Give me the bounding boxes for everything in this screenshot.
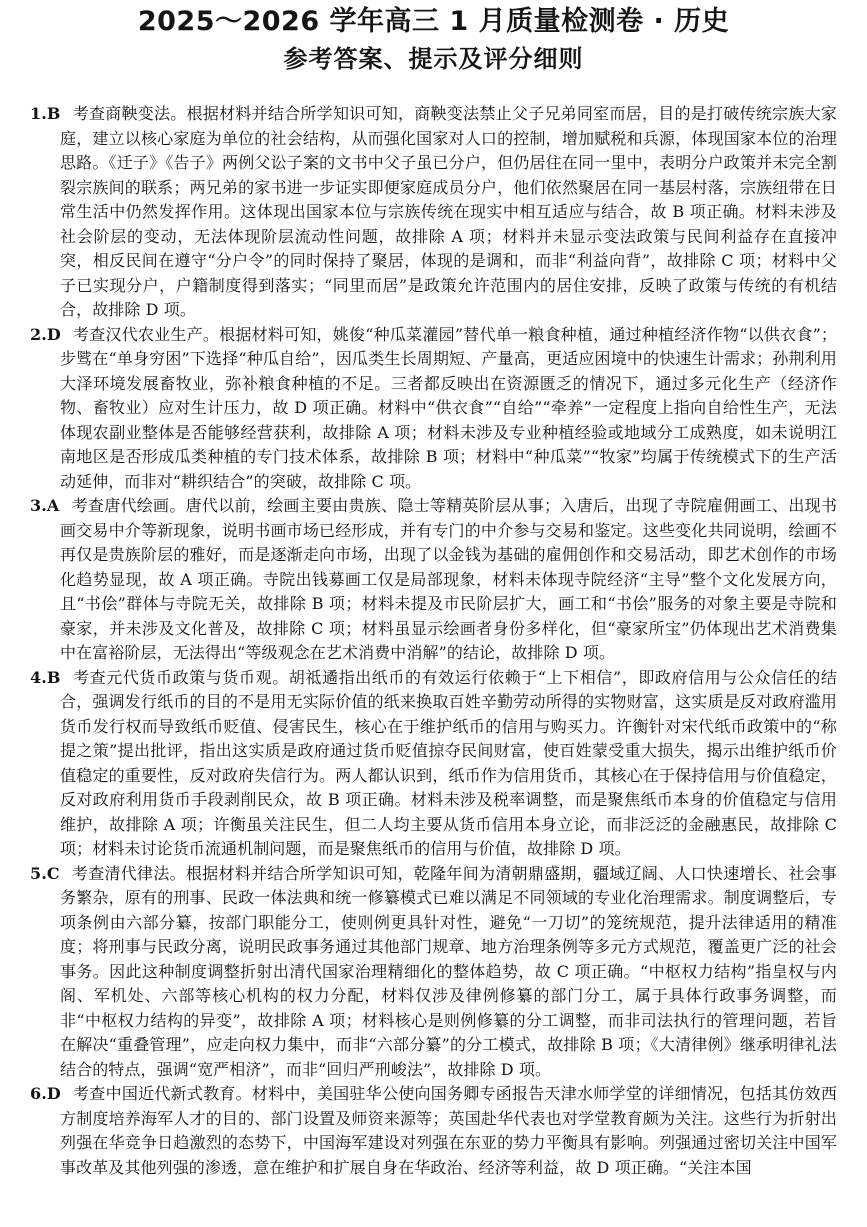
answer-explanation: 考查元代货币政策与货币观。胡祗遹指出纸币的有效运行依赖于“上下相信”，即政府信用与公众信任的结合，强调发行纸币的目的不是用无实际价值的纸来换取百姓辛勤劳动所得的实物财富，这实质是反对政府滥用货币发行权而导致纸币贬值、侵害民生，核心在于维护纸币的信用与购买力。许衡针对宋代纸币政策中的“称提之策”提出批评，指出这实质是政府通过货币贬值掠夺民间财富，使百姓蒙受重大损失，揭示出维护纸币价值稳定的重要性，反对政府失信行为。两人都认识到，纸币作为信用货币，其核心在于保持信用与价值稳定，反对政府利用货币手段剥削民众，故 B 项正确。材料未涉及税率调整，而是聚焦纸币本身的价值稳定与信用维护，故排除 A 项；许衡虽关注民生，但二人均主要从货币信用本身立论，而非泛泛的金融惠民，故排除 C 项；材料未讨论货币流通机制问题，而是聚焦纸币的信用与价值，故排除 D 项。	[60, 667, 837, 858]
answer-explanation: 考查中国近代新式教育。材料中，美国驻华公使向国务卿专函报告天津水师学堂的详细情况，包括其仿效西方制度培养海军人才的目的、部门设置及师资来源等；英国赴华代表也对学堂教育颇为关注。这些行为折射出列强在华竞争日趋激烈的态势下，中国海军建设对列强在东亚的势力平衡具有影响。列强通过密切关注中国军事改革及其他列强的渗透，意在维护和扩展自身在华政治、经济等利益，故 D 项正确。“关注本国	[60, 1084, 837, 1177]
answer-item-4	[30, 666, 837, 862]
answer-explanation: 考查商鞅变法。根据材料并结合所学知识可知，商鞅变法禁止父子兄弟同室而居，目的是打破传统宗族大家庭，建立以核心家庭为单位的社会结构，从而强化国家对人口的控制，增加赋税和兵源，体现国家本位的治理思路。《迁子》《告子》两例父讼子案的文书中父子虽已分户，但仍居住在同一里中，表明分户政策并未完全割裂宗族间的联系；两兄弟的家书进一步证实即便家庭成员分户，他们依然聚居在同一基层村落，宗族纽带在日常生活中仍然发挥作用。这体现出国家本位与宗族传统在现实中相互适应与结合，故 B 项正确。材料未涉及社会阶层的变动，无法体现阶层流动性问题，故排除 A 项；材料并未显示变法政策与民间利益存在直接冲突，相反民间在遵守“分户令”的同时保持了聚居，体现的是调和，而非“利益向背”，故排除 C 项；材料中父子已实现分户，户籍制度得到落实；“同里而居”是政策允许范围内的居住安排，反映了政策与传统的有机结合，故排除 D 项。	[60, 104, 837, 319]
answer-key: A	[46, 496, 60, 515]
question-number: 1.	[30, 104, 47, 123]
question-number: 6.	[30, 1084, 47, 1103]
answer-key: C	[46, 863, 60, 883]
page-title: 2025～2026 学年高三 1 月质量检测卷 · 历史	[137, 6, 730, 37]
answer-item-2	[30, 323, 837, 495]
question-number: 4.	[30, 667, 47, 687]
answer-item-1	[30, 102, 837, 323]
answer-key: D	[46, 1084, 61, 1103]
answer-item-6	[30, 1082, 837, 1180]
answer-item-5	[30, 862, 837, 1083]
answer-explanation: 考查汉代农业生产。根据材料可知，姚俊“种瓜菜灌园”替代单一粮食种植，通过种植经济作物“以供衣食”；步骘在“单身穷困”下选择“种瓜自给”，因瓜类生长周期短、产量高，更适应困境中的快速生计需求；孙荆利用大泽环境发展畜牧业，弥补粮食种植的不足。三者都反映出在资源匮乏的情况下，通过多元化生产（经济作物、畜牧业）应对生计压力，故 D 项正确。材料中“供衣食”“自给”“牵养”一定程度上指向自给性生产，无法体现农副业整体是否能够经营获利，故排除 A 项；材料未涉及专业种植经验或地域分工成熟度，如未说明江南地区是否形成瓜类种植的专门技术体系，故排除 B 项；材料中“种瓜菜”“牧家”均属于传统模式下的生产活动延伸，而非对“耕织结合”的突破，故排除 C 项。	[60, 324, 837, 491]
question-number: 3.	[30, 496, 47, 515]
answer-item-3	[30, 494, 837, 666]
answer-key: D	[46, 324, 61, 344]
question-number: 5.	[30, 863, 47, 883]
page-subtitle: 参考答案、提示及评分细则	[283, 45, 584, 73]
answer-list	[30, 102, 837, 1180]
answer-key: B	[46, 104, 61, 123]
question-number: 2.	[30, 324, 47, 344]
answer-explanation: 考查清代律法。根据材料并结合所学知识可知，乾隆年间为清朝鼎盛期，疆域辽阔、人口快速增长、社会事务繁杂，原有的刑事、民政一体法典和统一修纂模式已难以满足不同领域的专业化治理需求。制度调整后，专项条例由六部分纂，按部门职能分工，使则例更具针对性，避免“一刀切”的笼统规范，提升法律适用的精准度；将刑事与民政分离，说明民政事务通过其他部门规章、地方治理条例等多元方式规范，覆盖更广泛的社会事务。因此这种制度调整折射出清代国家治理精细化的整体趋势，故 C 项正确。“中枢权力结构”指皇权与内阁、军机处、六部等核心机构的权力分配，材料仅涉及律例修纂的部门分工，属于具体行政事务调整，而非“中枢权力结构的异变”，故排除 A 项；材料核心是则例修纂的分工调整，而非司法执行的管理问题，若旨在解决“重叠管理”，应走向权力集中，而非“六部分纂”的分工模式，故排除 B 项；《大清律例》继承明律礼法结合的特点，强调“宽严相济”，而非“回归严刑峻法”，故排除 D 项。	[60, 863, 837, 1079]
answer-key: B	[46, 667, 61, 687]
answer-explanation: 考查唐代绘画。唐代以前，绘画主要由贵族、隐士等精英阶层从事；入唐后，出现了寺院雇佣画工、出现书画交易中介等新现象，说明书画市场已经形成，并有专门的中介参与交易和鉴定。这些变化共同说明，绘画不再仅是贵族阶层的雅好，而是逐渐走向市场，出现了以金钱为基础的雇佣创作和交易活动，即艺术创作的市场化趋势显现，故 A 项正确。寺院出钱募画工仅是局部现象，材料未体现寺院经济“主导”整个文化发展方向，且“书侩”群体与寺院无关，故排除 B 项；材料未提及市民阶层扩大，画工和“书侩”服务的对象主要是寺院和豪家，并未涉及文化普及，故排除 C 项；材料虽显示绘画者身份多样化，但“豪家所宝”仍体现出艺术消费集中在富裕阶层，无法得出“等级观念在艺术消费中消解”的结论，故排除 D 项。	[60, 496, 837, 662]
